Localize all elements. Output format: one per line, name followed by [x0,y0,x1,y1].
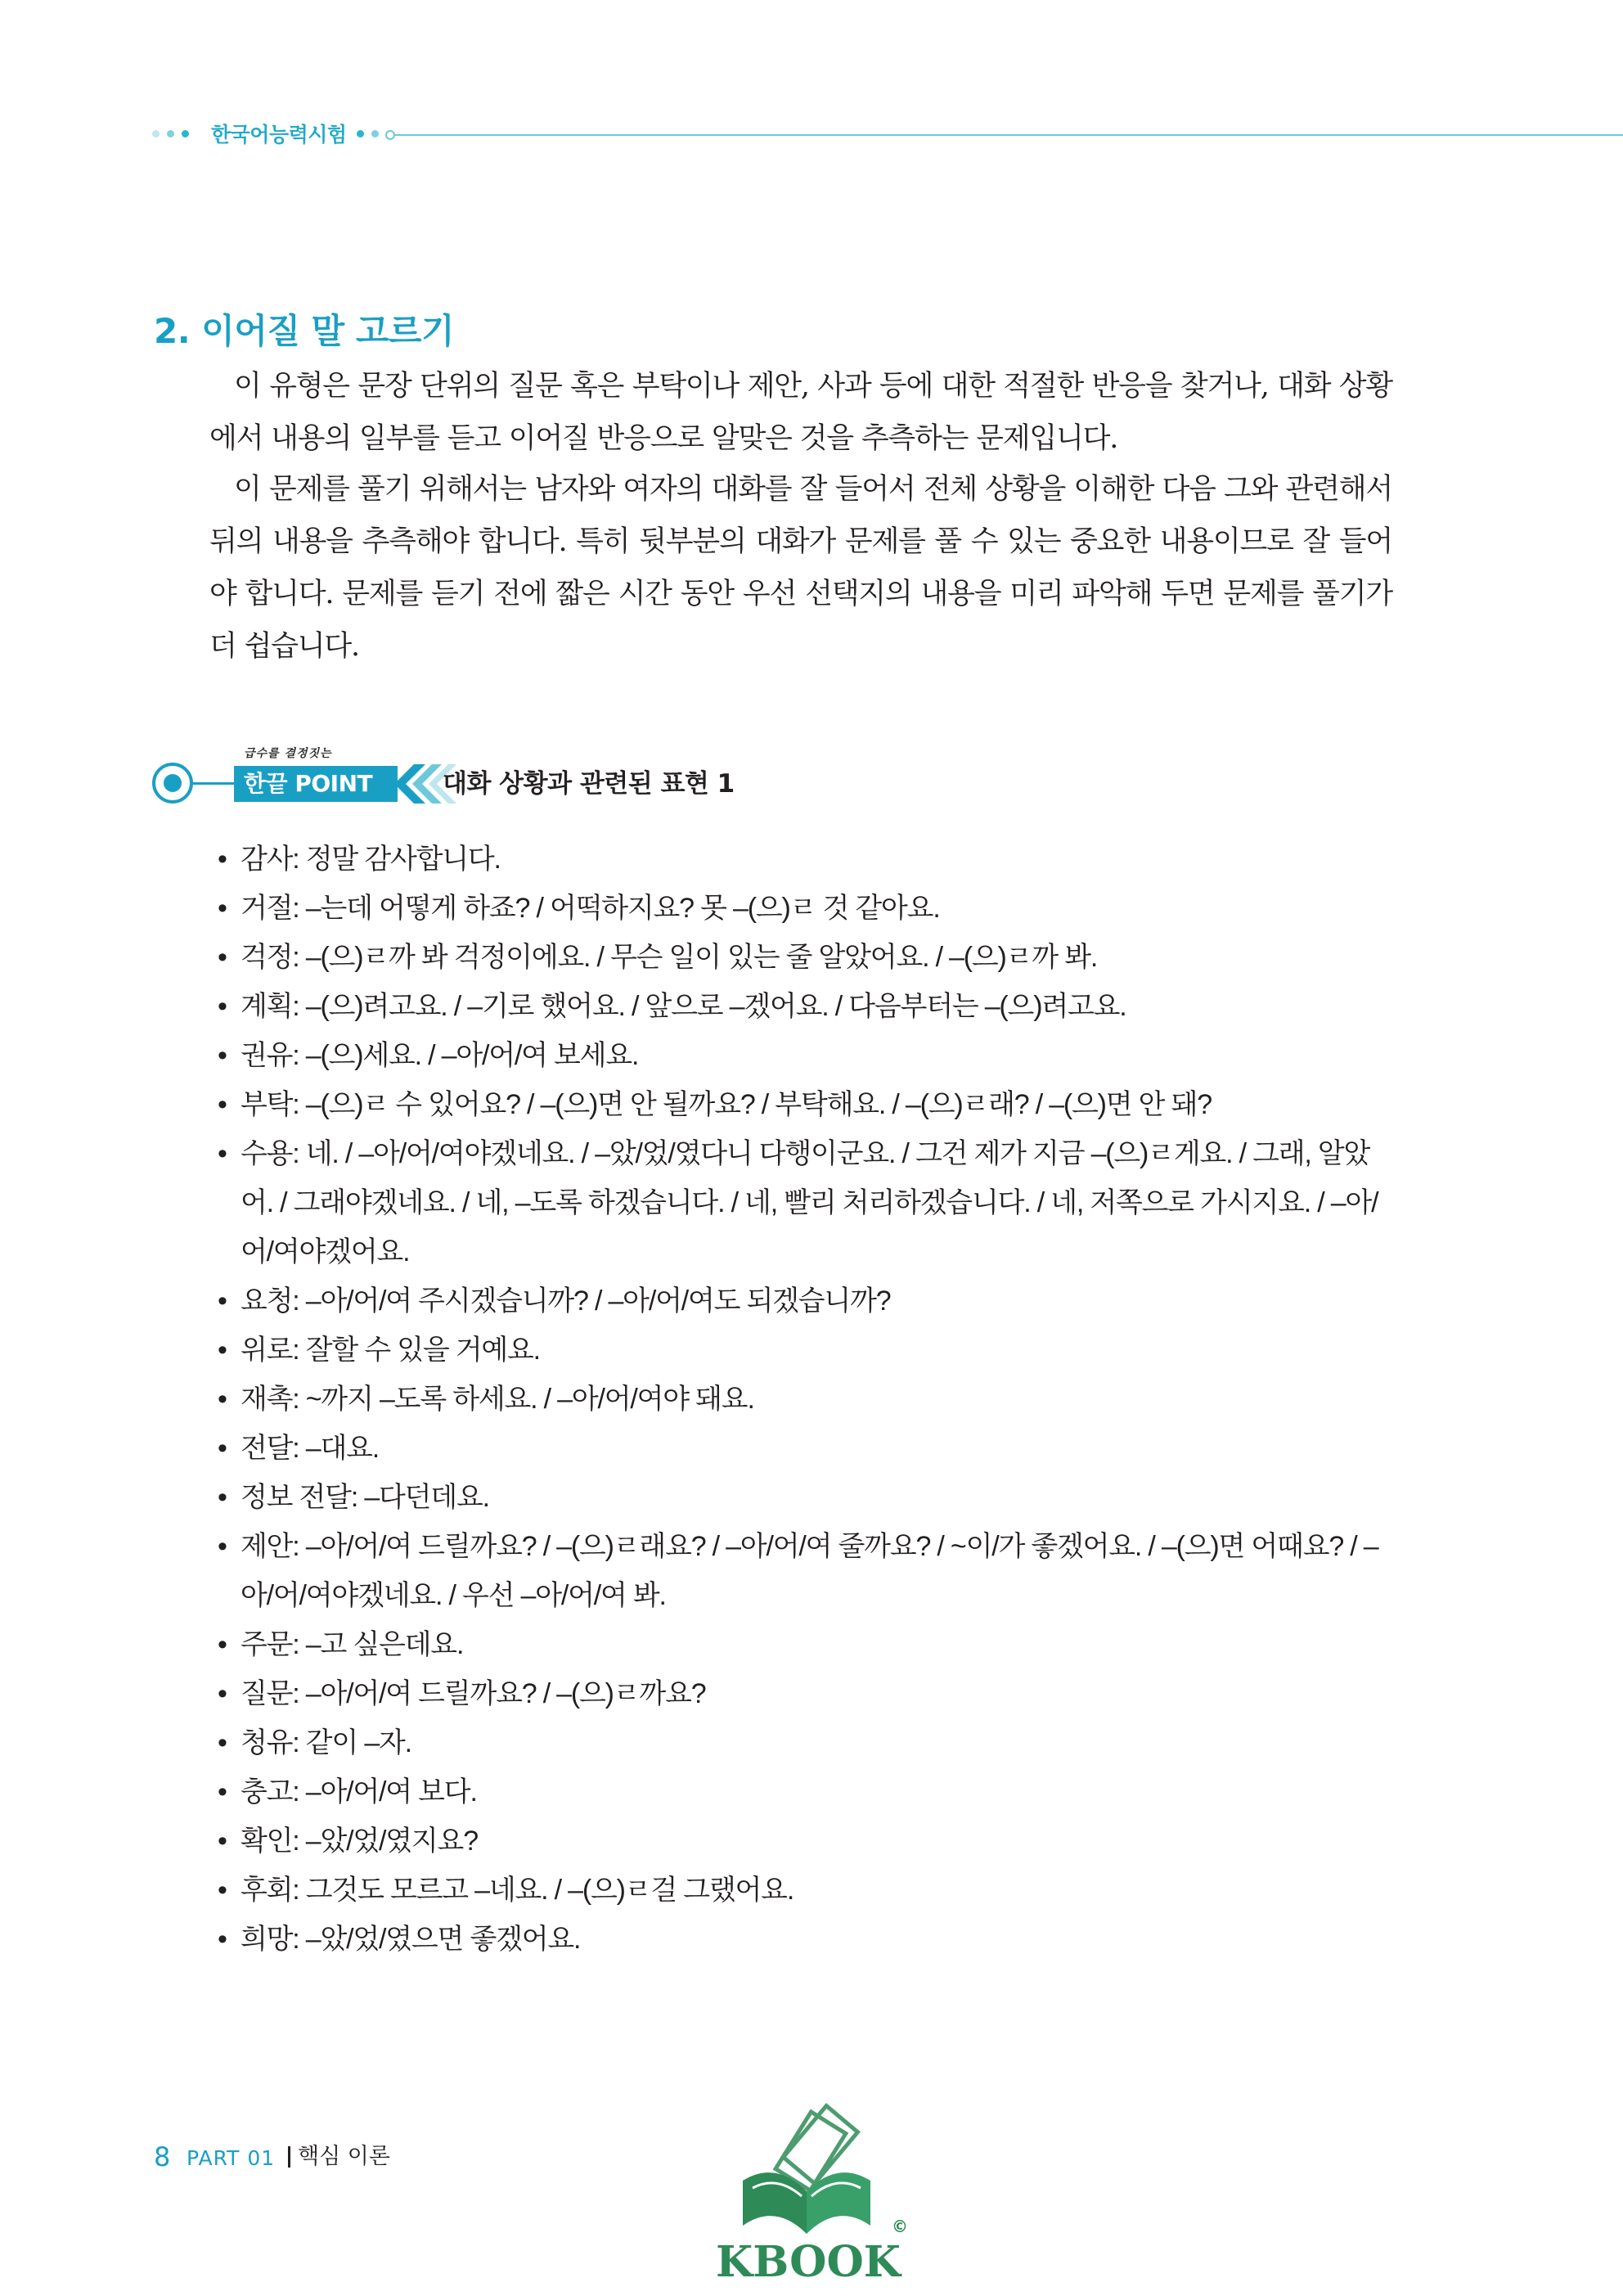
list-item: • 계획: –(으)려고요. / –기로 했어요. / 앞으로 –겠어요. / 다음부터는 –(으)려고요. [218,982,1387,1031]
list-item: • 희망: –았/었/였으면 좋겠어요. [218,1915,1387,1964]
list-item: • 정보 전달: –다던데요. [218,1473,1387,1522]
part-title: 핵심 이론 [298,2144,390,2169]
list-item: • 질문: –아/어/여 드릴까요? / –(으)ㄹ까요? [218,1669,1387,1718]
running-header [152,123,1623,147]
list-item: • 권유: –(으)세요. / –아/어/여 보세요. [218,1031,1387,1080]
list-item: • 재촉: ~까지 –도록 하세요. / –아/어/여야 돼요. [218,1375,1387,1424]
section-title: 2. 이어질 말 고르기 [154,311,455,351]
svg-text:©: © [892,2217,908,2236]
target-icon [152,763,193,804]
header-dots-left [152,130,189,137]
footer-separator [288,2146,290,2168]
list-item: • 제안: –아/어/여 드릴까요? / –(으)ㄹ래요? / –아/어/여 줄까요? / ~이/가 좋겠어요. / –(으)면 어때요? / –아/어/여야겠네요. / 우선 –아/어/여 봐. [218,1522,1387,1620]
point-connector [191,782,241,785]
list-item: • 위로: 잘할 수 있을 거예요. [218,1326,1387,1375]
list-item: • 요청: –아/어/여 주시겠습니까? / –아/어/여도 되겠습니까? [218,1276,1387,1326]
list-item: • 주문: –고 싶은데요. [218,1620,1387,1669]
list-item: • 청유: 같이 –자. [218,1718,1387,1767]
list-item: • 감사: 정말 감사합니다. [218,835,1387,884]
list-item: • 후회: 그것도 모르고 –네요. / –(으)ㄹ걸 그랬어요. [218,1866,1387,1915]
list-item: • 수용: 네. / –아/어/여야겠네요. / –았/었/였다니 다행이군요. / 그건 제가 지금 –(으)ㄹ게요. / 그래, 알았어. / 그래야겠네요. / 네, –도록 하겠습니다. / 네, 빨리 처리하겠습니다. / 네, 저쪽으로 가시지요. / –아/어/여야겠어요. [218,1129,1387,1276]
list-item: • 부탁: –(으)ㄹ 수 있어요? / –(으)면 안 될까요? / 부탁해요. / –(으)ㄹ래? / –(으)면 안 돼? [218,1080,1387,1129]
list-item: • 걱정: –(으)ㄹ까 봐 걱정이에요. / 무슨 일이 있는 줄 알았어요. / –(으)ㄹ까 봐. [218,933,1387,982]
svg-text:KBOOK: KBOOK [716,2237,901,2287]
header-rule-circle [385,130,395,140]
point-banner [152,738,807,820]
point-heading: 대화 상황과 관련된 표현 1 [443,769,735,799]
list-item: • 충고: –아/어/여 보다. [218,1767,1387,1817]
list-item: • 전달: –대요. [218,1424,1387,1473]
expression-list [218,835,1387,1964]
kbook-logo [710,2103,915,2291]
point-small-label: 급수를 결정짓는 [244,747,332,760]
header-rule [389,134,1623,136]
list-item: • 거절: –는데 어떻게 하죠? / 어떡하지요? 못 –(으)ㄹ 것 같아요. [218,884,1387,933]
header-title: 한국어능력시험 [211,123,347,146]
intro-paragraph-1: 이 유형은 문장 단위의 질문 혹은 부탁이나 제안, 사과 등에 대한 적절한 반응을 찾거나, 대화 상황에서 내용의 일부를 듣고 이어질 반응으로 알맞은 것을 추측하는 문제입니다. [209,370,1392,455]
part-label: PART 01 [187,2146,276,2170]
point-badge: 한끝 POINT [244,770,373,797]
header-dots-right [357,130,379,137]
list-item: • 확인: –았/었/였지요? [218,1817,1387,1866]
page-number: 8 [154,2141,171,2172]
intro-paragraph-2: 이 문제를 풀기 위해서는 남자와 여자의 대화를 잘 들어서 전체 상황을 이해한 다음 그와 관련해서 뒤의 내용을 추측해야 합니다. 특히 뒷부분의 대화가 문제를 풀 수 있는 중요한 내용이므로 잘 들어야 합니다. 문제를 듣기 전에 짧은 시간 동안 우선 선택지의 내용을 미리 파악해 두면 문제를 풀기가 더 쉽습니다. [209,473,1392,663]
